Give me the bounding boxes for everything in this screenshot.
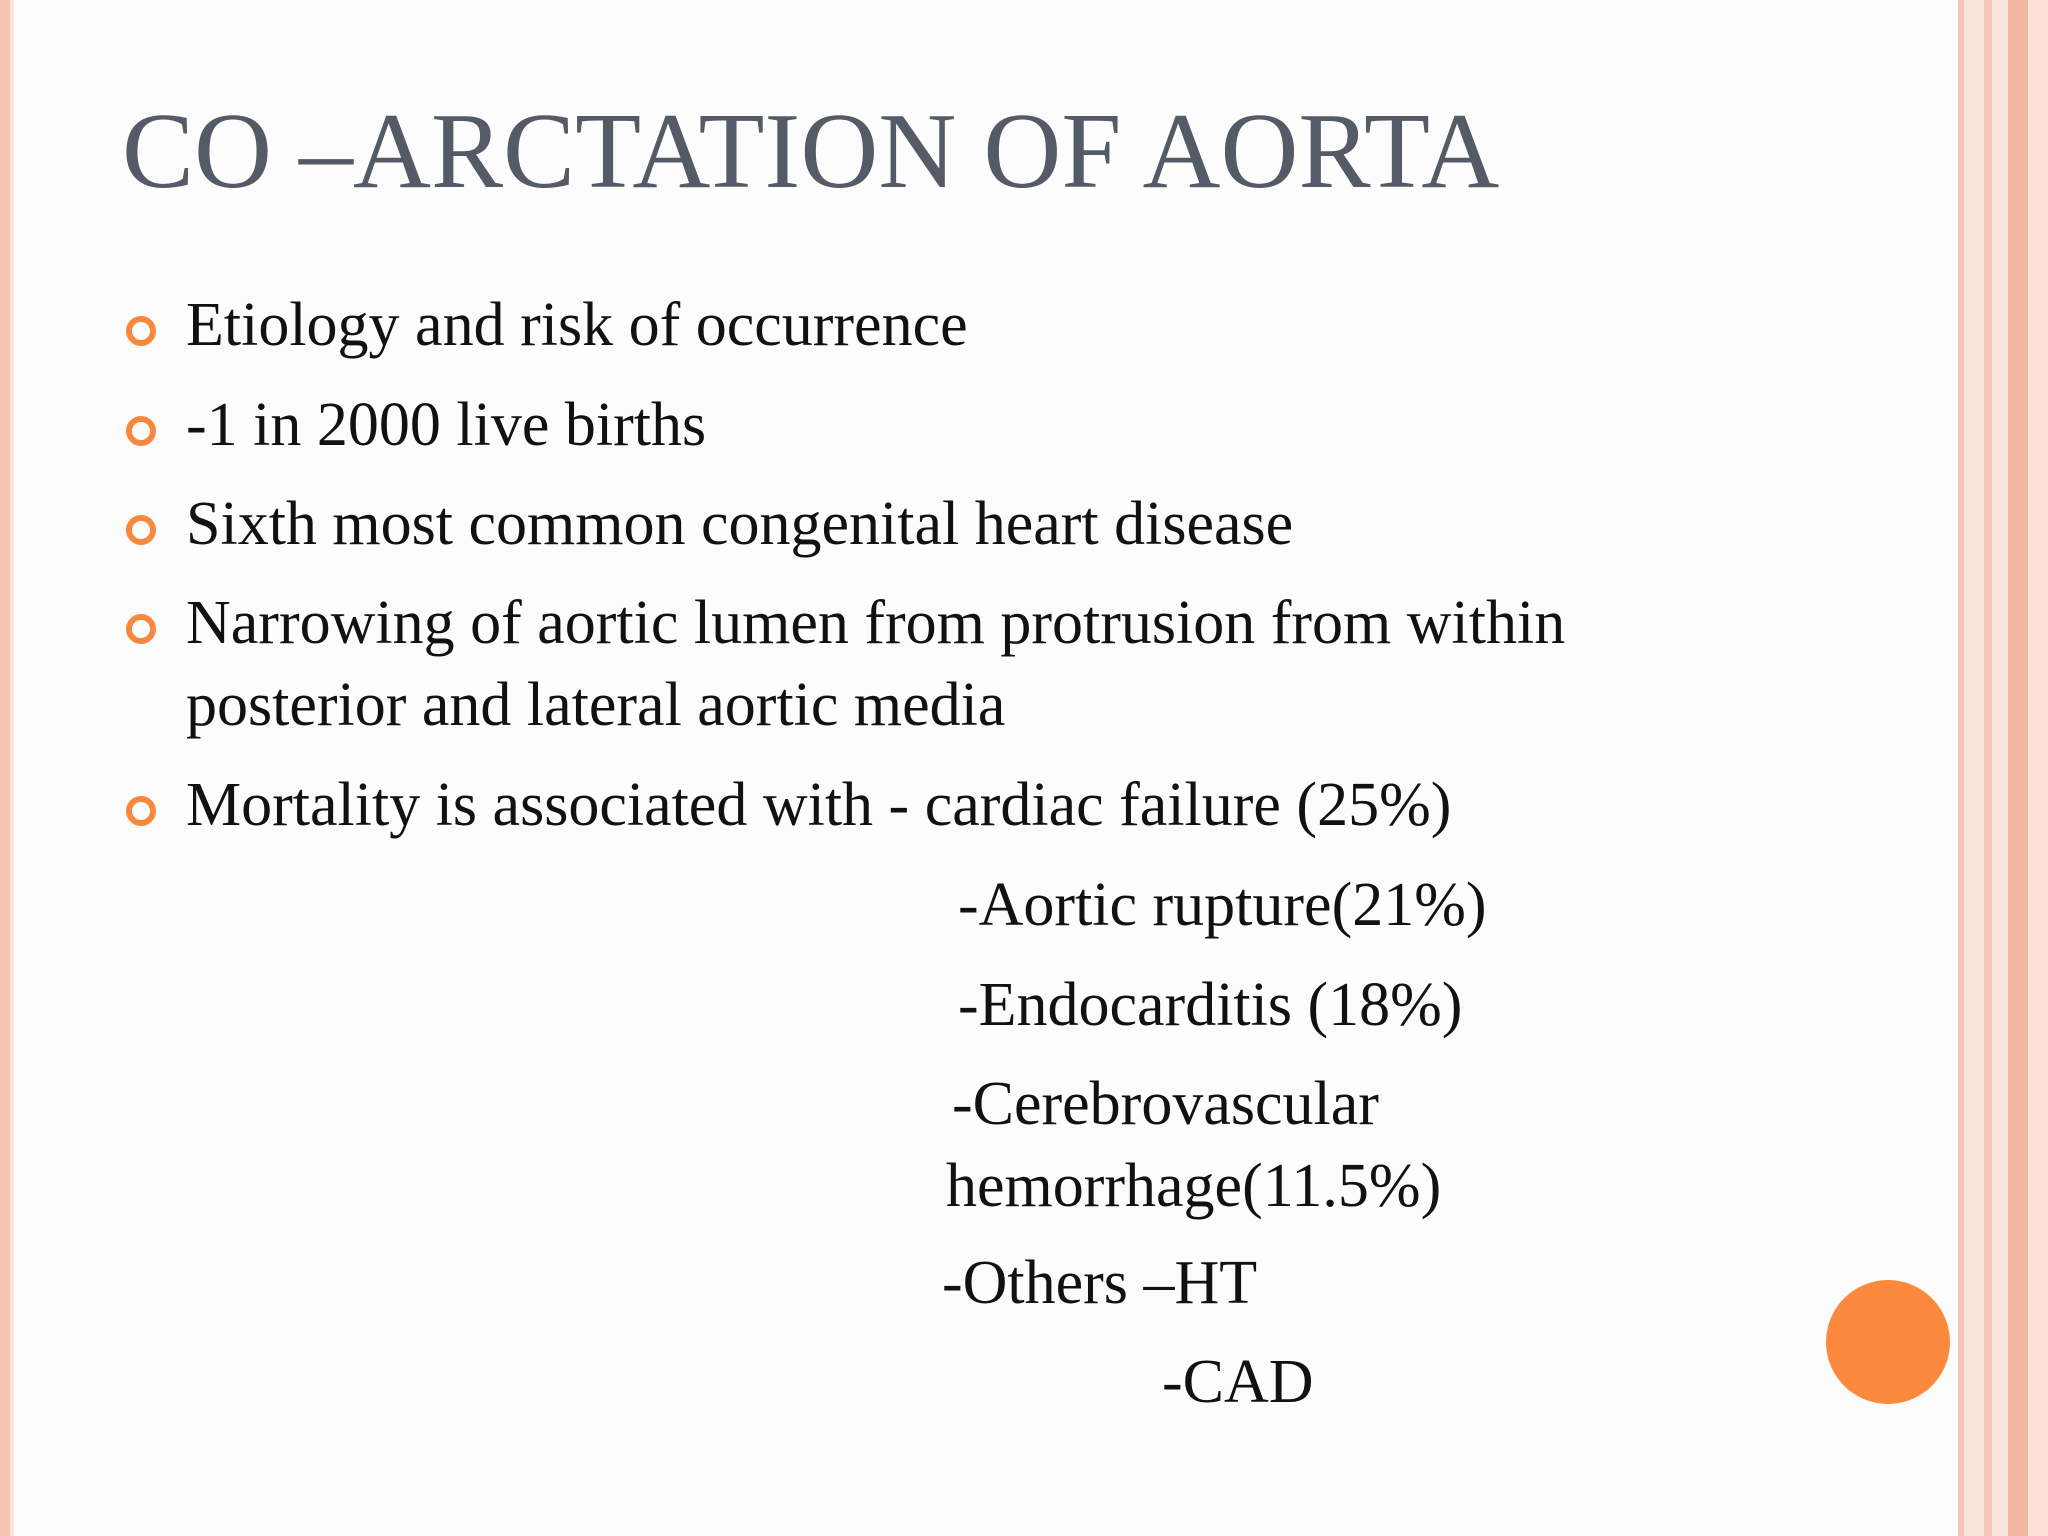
left-border-stripe bbox=[0, 0, 10, 1536]
left-border-stripe-light bbox=[10, 0, 14, 1536]
bullet-text: -1 in 2000 live births bbox=[186, 391, 707, 459]
bullet-ring-icon bbox=[126, 515, 156, 545]
mortality-cause: -Aortic rupture(21%) bbox=[958, 871, 1487, 939]
bullet-text-line-2: posterior and lateral aortic media bbox=[186, 671, 1006, 739]
mortality-cause: -CAD bbox=[1162, 1348, 1314, 1416]
bullet-text: Sixth most common congenital heart disease bbox=[186, 490, 1294, 558]
mortality-cause: -Cerebrovascular bbox=[952, 1070, 1379, 1138]
bullet-text: Etiology and risk of occurrence bbox=[186, 291, 968, 359]
right-border-stripe bbox=[2008, 0, 2028, 1536]
decorative-orange-circle bbox=[1826, 1280, 1950, 1404]
slide-title: CO –ARCTATION OF AORTA bbox=[122, 92, 1500, 211]
bullet-text-line-1: Narrowing of aortic lumen from protrusion from within bbox=[186, 589, 1566, 657]
mortality-cause: -Others –HT bbox=[942, 1249, 1258, 1317]
bullet-ring-icon bbox=[126, 316, 156, 346]
right-border-stripe bbox=[1964, 0, 1984, 1536]
bullet-ring-icon bbox=[126, 614, 156, 644]
mortality-cause-continued: hemorrhage(11.5%) bbox=[946, 1152, 1442, 1220]
bullet-text: Mortality is associated with - cardiac failure (25%) bbox=[186, 771, 1452, 839]
bullet-ring-icon bbox=[126, 416, 156, 446]
right-border-stripe bbox=[1984, 0, 1992, 1536]
right-border-stripe bbox=[2028, 0, 2048, 1536]
right-border-stripe bbox=[1992, 0, 2008, 1536]
bullet-ring-icon bbox=[126, 796, 156, 826]
mortality-cause: -Endocarditis (18%) bbox=[958, 971, 1463, 1039]
